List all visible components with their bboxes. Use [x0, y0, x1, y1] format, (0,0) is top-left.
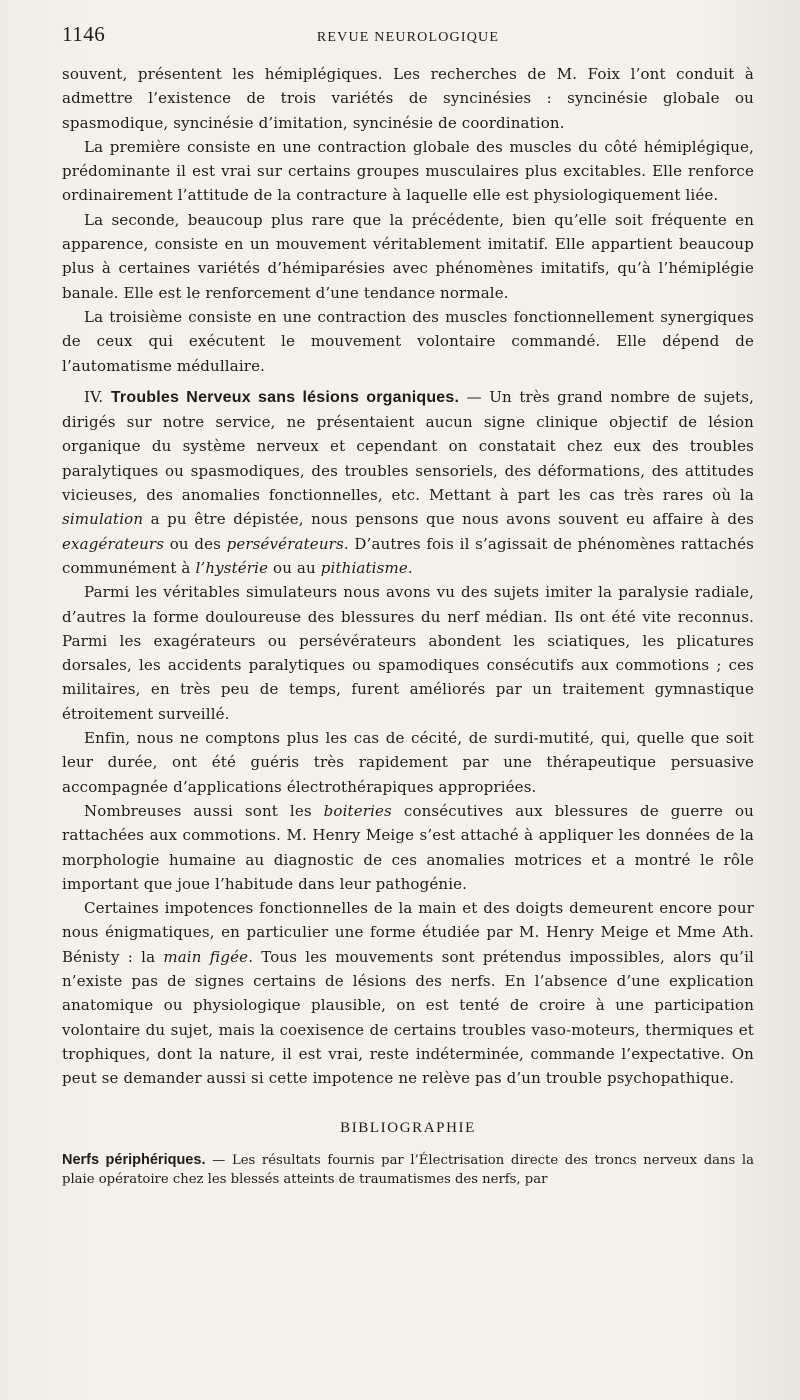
body-paragraph [62, 62, 754, 135]
body-paragraph [62, 305, 754, 378]
bibliography-text: — Les résultats fournis par l’Électrisation directe des troncs nerveux dans la plaie opératoire chez les blessés atteints de traumatismes des nerfs, par [62, 1152, 754, 1187]
italic-term: l’hystérie [195, 558, 269, 577]
page-number: 1146 [62, 22, 106, 46]
text-run: souvent, présentent les hémiplégiques. Les recherches de M. Foix l’ont conduit à admettre l’existence de trois variétés de syncinésies : syncinésie globale ou spasmodique, syncinésie d’imitation, syncinésie de coordination. [62, 65, 754, 132]
text-run: La seconde, beaucoup plus rare que la précédente, bien qu’elle soit fréquente en apparence, consiste en un mouvement véritablement imitatif. Elle appartient beaucoup plus à certaines variétés d’hémiparésies avec phénomènes imitatifs, qu’à l’hémiplégie banale. Elle est le renforcement d’une tendance normale. [62, 210, 754, 302]
page-header [62, 22, 754, 50]
bibliography-heading: Nerfs périphériques. [62, 1151, 206, 1168]
text-run: IV. [84, 387, 111, 406]
text-run: Enfin, nous ne comptons plus les cas de cécité, de surdi-mutité, qui, quelle que soit leur durée, ont été guéris très rapidement par une thérapeutique persuasive accompagnée d’applications électrothérapiques appropriées. [62, 729, 754, 796]
text-run: Parmi les véritables simulateurs nous avons vu des sujets imiter la paralysie radiale, d’autres la forme douloureuse des blessures du nerf médian. Ils ont été vite reconnus. Parmi les exagérateurs ou persévérateurs abondent les sciatiques, les plicatures dorsales, les accidents paralytiques ou spamodiques consécutifs aux commotions ; ces militaires, en très peu de temps, furent améliorés par un traitement gymnastique étroitement surveillé. [62, 583, 754, 723]
text-run: ou des [164, 534, 227, 553]
text-run: — Un très grand nombre de sujets, dirigés sur notre service, ne présentaient aucun signe clinique objectif de lésion organique du système nerveux et cependant on constatait chez eux des troubles paralytiques ou spasmodiques, des troubles sensoriels, des déformations, des attitudes vicieuses, des anomalies fonctionnelles, etc. Mettant à part les cas très rares où la [62, 387, 755, 505]
italic-term: simulation [62, 510, 144, 529]
italic-term: pithiatisme [320, 558, 408, 577]
body-paragraph [62, 135, 754, 208]
italic-term: exagérateurs [62, 534, 165, 553]
text-run: . [407, 558, 413, 577]
text-run: La troisième consiste en une contraction des muscles fonctionnellement synergiques de ceux qui exécutent le mouvement volontaire commandé. Elle dépend de l’automatisme médullaire. [62, 307, 754, 375]
body-paragraph [62, 208, 754, 305]
text-run: . D’autres fois il s’agissait de phénomènes rattachés communément à [62, 534, 754, 577]
body-paragraph [62, 896, 754, 1090]
italic-term: main figée [163, 947, 249, 966]
text-run: . Tous les mouvements sont prétendus impossibles, alors qu’il n’existe pas de signes certains de lésions des nerfs. En l’absence d’une explication anatomique ou physiologique plausible, on est tenté de croire à une participation volontaire du sujet, mais la coexisence de certains troubles vaso-moteurs, thermiques et trophiques, dont la nature, il est vrai, reste indéterminée, commande l’expectative. On peut se demander aussi si cette impotence ne relève pas d’un trouble psychopathique. [62, 947, 754, 1088]
body-paragraph [62, 799, 754, 896]
text-run: Nombreuses aussi sont les [84, 801, 324, 820]
bibliography-entry [62, 1151, 754, 1189]
section-heading: Troubles Nerveux sans lésions organiques. [110, 388, 460, 406]
italic-term: boiteries [323, 801, 392, 820]
running-head: REVUE NEUROLOGIQUE [316, 30, 500, 45]
text-run: consécutives aux blessures de guerre ou rattachées aux commotions. M. Henry Meige s’est attaché à appliquer les données de la morphologie humaine au diagnostic de ces anomalies motrices et a montré le rôle important que joue l’habitude dans leur pathogénie. [62, 801, 754, 893]
text-run: a pu être dépistée, nous pensons que nous avons souvent eu affaire à des [143, 510, 754, 529]
text-run: ou au [268, 558, 321, 577]
body-paragraph [62, 580, 754, 726]
article-body [62, 62, 754, 1090]
text-run: Certaines impotences fonctionnelles de la main et des doigts demeurent encore pour nous énigmatiques, en particulier une forme étudiée par M. Henry Meige et Mme Ath. Bénisty : la [62, 899, 754, 966]
bibliography-title: BIBLIOGRAPHIE [340, 1120, 476, 1137]
text-run: La première consiste en une contraction globale des muscles du côté hémiplégique, prédominante il est vrai sur certains groupes musculaires plus excitables. Elle renforce ordinairement l’attitude de la contracture à laquelle elle est physiologiquement liée. [62, 137, 754, 205]
body-paragraph [62, 385, 754, 580]
italic-term: persévérateurs [226, 534, 344, 553]
body-paragraph [62, 726, 754, 799]
